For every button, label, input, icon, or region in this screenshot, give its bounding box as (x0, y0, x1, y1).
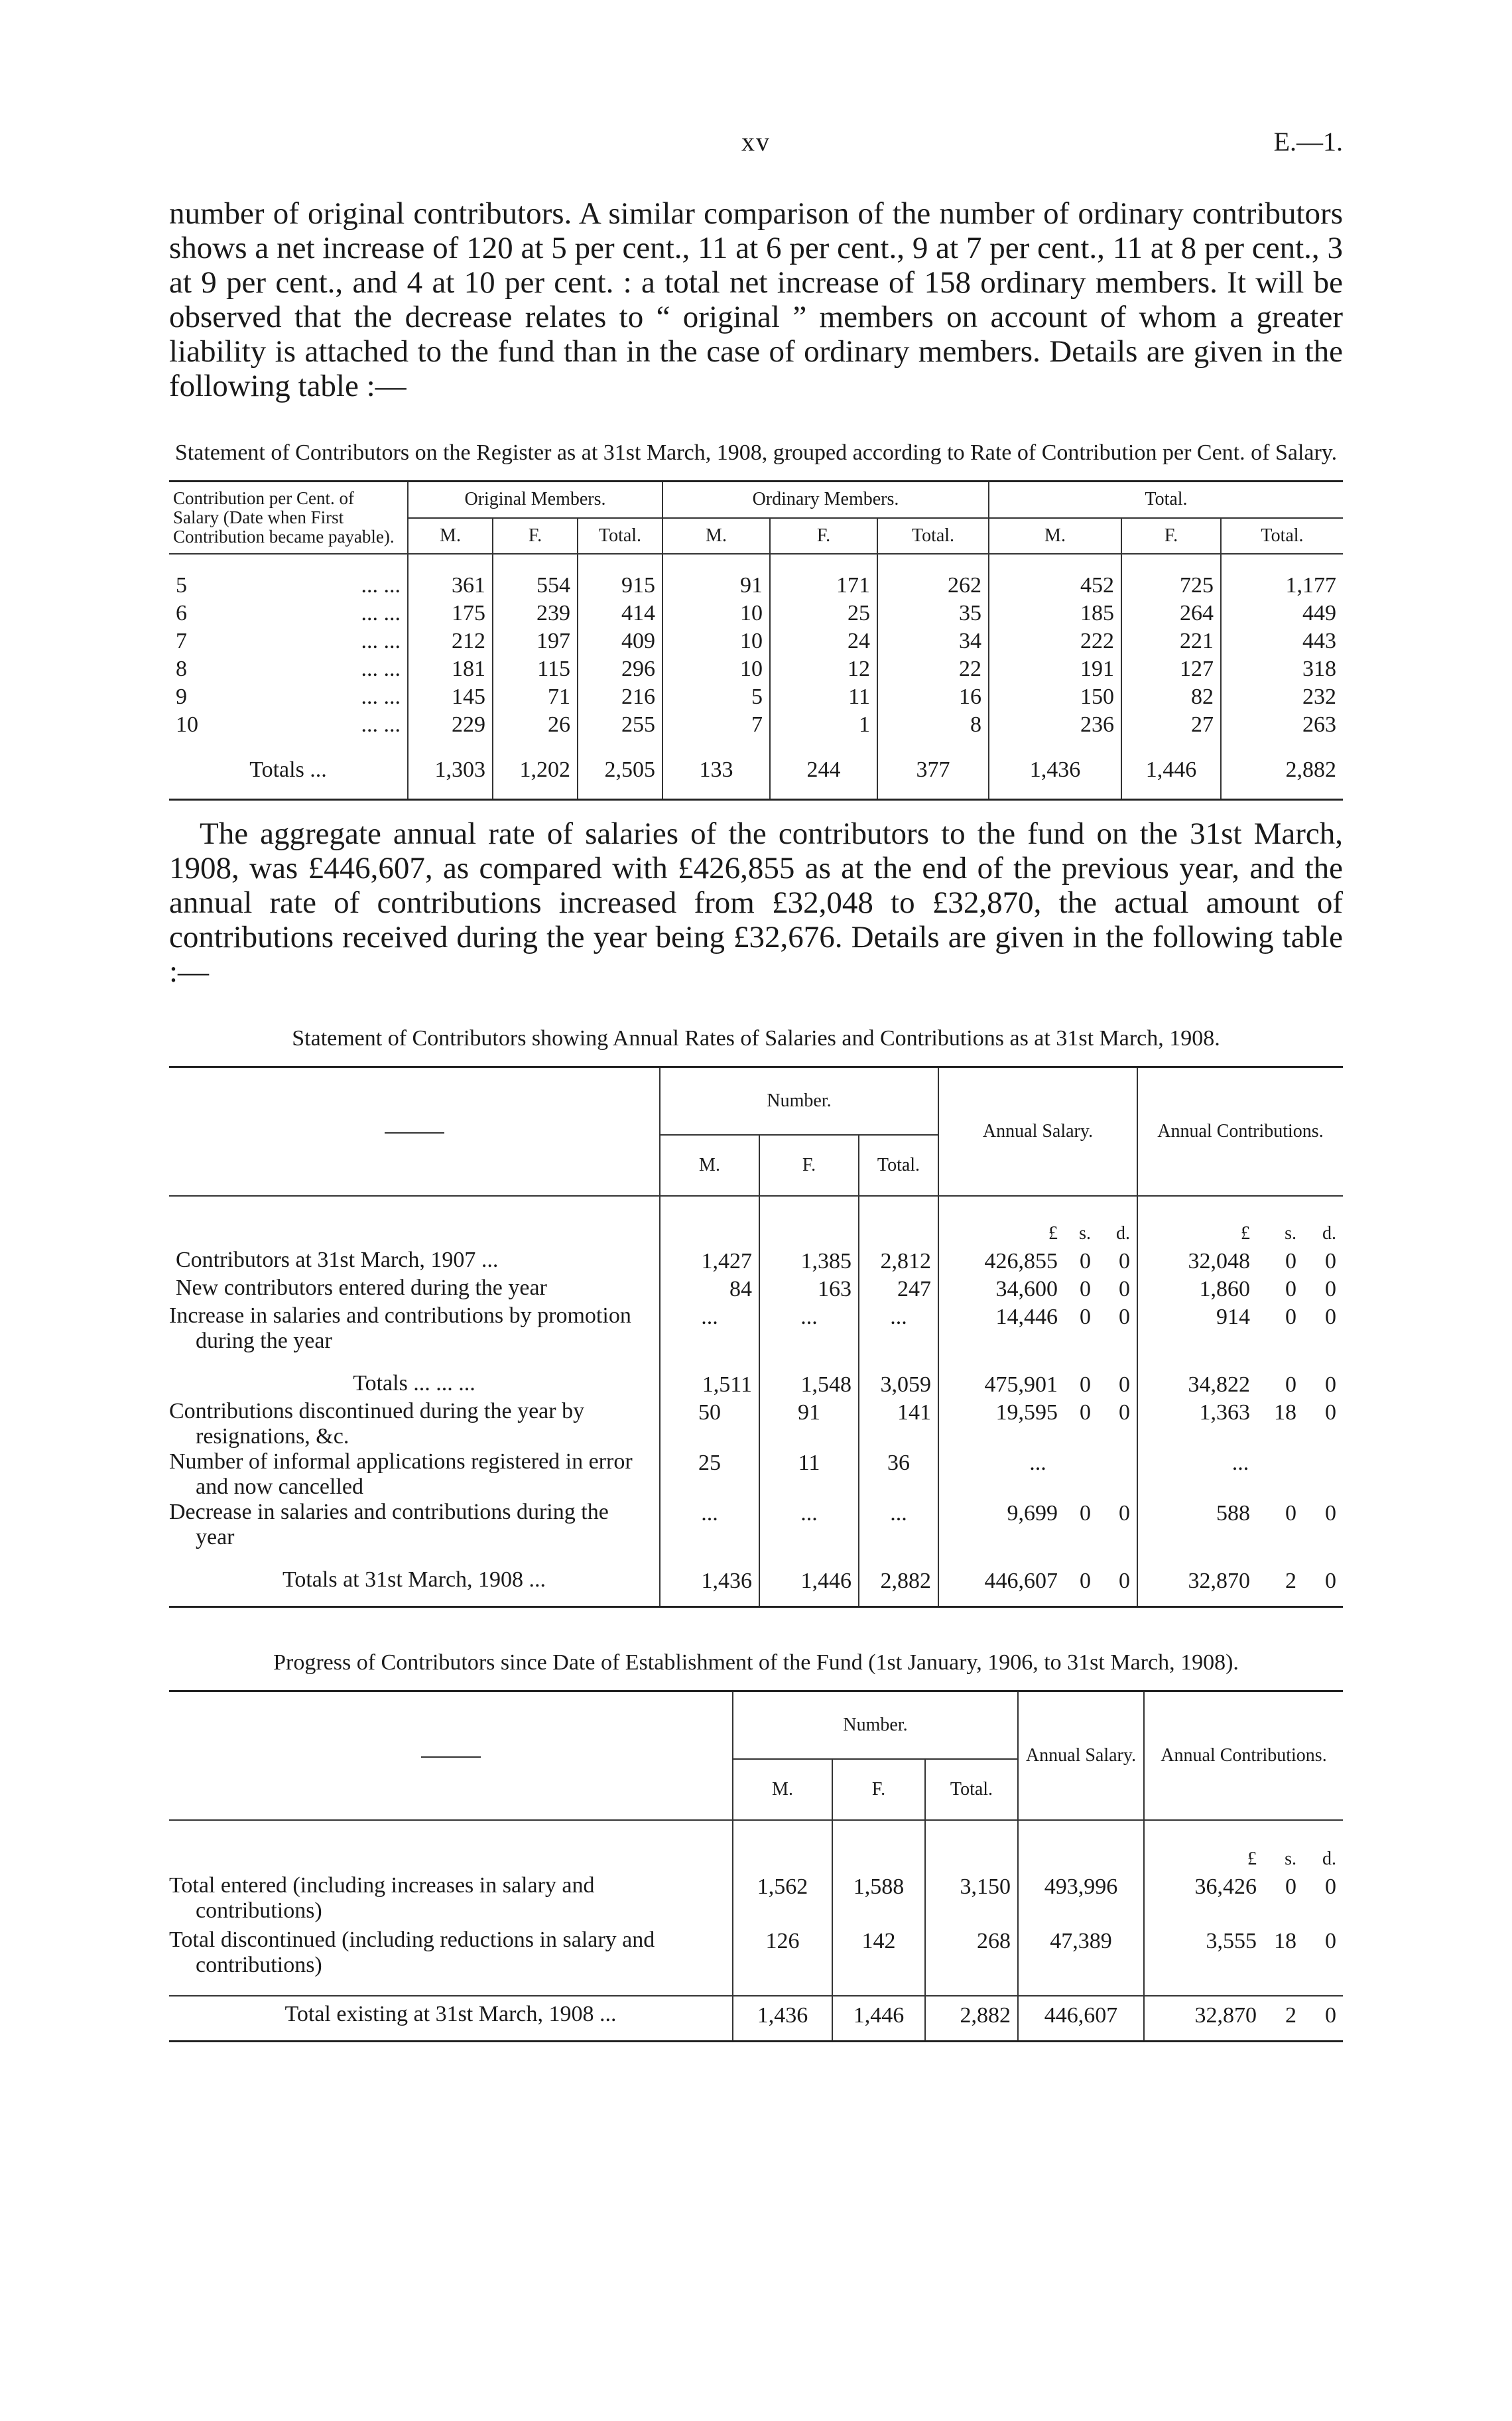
cell: 9,699 (938, 1500, 1064, 1550)
table1-sub-f: F. (770, 518, 877, 555)
row-label: Contributions discontinued during the year by resignations, &c. (169, 1399, 585, 1449)
cell: 191 (989, 655, 1121, 683)
unit-pence: d. (1303, 1820, 1343, 1873)
cell: 0 (1325, 1501, 1336, 1526)
cell: 236 (989, 711, 1121, 739)
table2-sub-total: Total. (859, 1135, 938, 1196)
cell: 1,427 (660, 1248, 759, 1276)
cell: 1,303 (408, 756, 493, 800)
cell: 1,436 (660, 1567, 759, 1607)
cell: 414 (578, 600, 662, 627)
cell: 212 (408, 627, 493, 655)
cell: 2,882 (859, 1567, 938, 1607)
cell: 221 (1121, 627, 1221, 655)
leader-dots: ... ... (361, 573, 401, 598)
cell: 0 (1080, 1400, 1091, 1425)
cell: 8 (877, 711, 989, 739)
unit-pence: d. (1303, 1196, 1343, 1248)
table1-header-total: Total. (989, 482, 1343, 518)
cell: 0 (1303, 1996, 1343, 2042)
cell: 10 (662, 600, 770, 627)
rate: 7 (176, 629, 187, 653)
cell: 0 (1080, 1277, 1091, 1301)
rate: 9 (176, 685, 187, 709)
leader-dots: ... ... (361, 629, 401, 653)
table1-first-col-header: Contribution per Cent. of Salary (Date when First Contribution became payable). (173, 488, 395, 547)
cell: 197 (493, 627, 578, 655)
table3-caption: Progress of Contributors since Date of Establishment of the Fund (1st January, 1906, to 31st March, 1908). (273, 1650, 1239, 1675)
rate: 6 (176, 601, 187, 625)
cell: 2,882 (1221, 756, 1343, 800)
cell: 19,595 (938, 1399, 1064, 1449)
cell: 126 (733, 1928, 832, 1978)
cell: 82 (1121, 683, 1221, 711)
table1-caption: Statement of Contributors on the Register as at 31st March, 1908, grouped according to Rate of Contribution per Cent. of Salary. (174, 440, 1338, 465)
cell: ... (938, 1449, 1137, 1500)
cell: 2 (1285, 1569, 1296, 1593)
cell: 0 (1285, 1305, 1296, 1329)
table-row-totals (169, 1371, 1343, 1399)
cell: 232 (1221, 683, 1343, 711)
cell: 1,446 (759, 1567, 859, 1607)
table1-header-original: Original Members. (408, 482, 662, 518)
table1-contributors-by-rate (169, 480, 1343, 801)
cell: 0 (1325, 1305, 1336, 1329)
table3-header-number: Number. (733, 1691, 1018, 1760)
table2-salaries-contributions (169, 1066, 1343, 1608)
cell: 10 (662, 655, 770, 683)
table-row (169, 1399, 1343, 1449)
unit-pound: £ (1144, 1820, 1263, 1873)
cell: 3,150 (925, 1873, 1018, 1928)
cell: 2,882 (925, 1996, 1018, 2042)
cell: 914 (1137, 1303, 1257, 1354)
table1-sub-f: F. (1121, 518, 1221, 555)
cell: 22 (877, 655, 989, 683)
cell: 268 (925, 1928, 1018, 1978)
cell: ... (759, 1500, 859, 1550)
cell: 1,202 (493, 756, 578, 800)
table1-sub-total: Total. (1221, 518, 1343, 555)
cell: ... (660, 1303, 759, 1354)
cell: 1,436 (989, 756, 1121, 800)
row-label: Total discontinued (including reductions in salary and contributions) (169, 1928, 655, 1977)
cell: 216 (578, 683, 662, 711)
table1-header-ordinary: Ordinary Members. (662, 482, 989, 518)
cell: 84 (660, 1276, 759, 1303)
cell: 1,860 (1137, 1276, 1257, 1303)
cell: 296 (578, 655, 662, 683)
table-row-totals (169, 1567, 1343, 1607)
document-page (169, 126, 1343, 2042)
cell: 426,855 (938, 1248, 1064, 1276)
cell: 25 (660, 1449, 759, 1500)
cell: 115 (493, 655, 578, 683)
unit-pound: £ (1137, 1196, 1257, 1248)
cell: 409 (578, 627, 662, 655)
cell: 1,436 (733, 1996, 832, 2042)
cell: 0 (1285, 1874, 1296, 1899)
cell: 554 (493, 572, 578, 600)
cell: 10 (662, 627, 770, 655)
cell: 3,555 (1144, 1928, 1263, 1978)
cell: ... (759, 1303, 859, 1354)
cell: 377 (877, 756, 989, 800)
cell: 1,363 (1137, 1399, 1257, 1449)
row-label: Total entered (including increases in salary and contributions) (169, 1873, 595, 1923)
cell: 18 (1274, 1929, 1296, 1953)
table-row (169, 1500, 1343, 1550)
cell: 0 (1119, 1372, 1130, 1397)
unit-pence: d. (1098, 1196, 1137, 1248)
cell: 32,870 (1137, 1567, 1257, 1607)
table-row (169, 1303, 1343, 1354)
cell: 34,600 (938, 1276, 1064, 1303)
table3-header-contributions: Annual Contributions. (1144, 1691, 1343, 1821)
cell: 11 (770, 683, 877, 711)
cell: 1,562 (733, 1873, 832, 1928)
cell: 0 (1119, 1277, 1130, 1301)
cell: 1,446 (1121, 756, 1221, 800)
cell: 18 (1274, 1400, 1296, 1425)
cell: 0 (1285, 1501, 1296, 1526)
table2-blank-header (169, 1067, 660, 1197)
cell: 0 (1119, 1501, 1130, 1526)
unit-pound: £ (938, 1196, 1064, 1248)
cell: 175 (408, 600, 493, 627)
cell: 12 (770, 655, 877, 683)
cell: 35 (877, 600, 989, 627)
cell: 588 (1137, 1500, 1257, 1550)
table-row (169, 1248, 1343, 1276)
cell: 26 (493, 711, 578, 739)
row-label: Contributors at 31st March, 1907 ... (176, 1248, 499, 1272)
cell: 47,389 (1018, 1928, 1144, 1978)
cell: 142 (832, 1928, 925, 1978)
cell: 244 (770, 756, 877, 800)
table-row (169, 627, 1343, 655)
page-number: xv (741, 127, 771, 157)
cell: 133 (662, 756, 770, 800)
cell: 27 (1121, 711, 1221, 739)
cell: 229 (408, 711, 493, 739)
rate: 5 (176, 573, 187, 598)
cell: 0 (1080, 1305, 1091, 1329)
cell: ... (1137, 1449, 1343, 1500)
cell: 163 (759, 1276, 859, 1303)
table1-sub-m: M. (989, 518, 1121, 555)
cell: 2,505 (578, 756, 662, 800)
cell: 493,996 (1018, 1873, 1144, 1928)
cell: 239 (493, 600, 578, 627)
cell: 0 (1080, 1372, 1091, 1397)
table-row (169, 1873, 1343, 1928)
cell: 150 (989, 683, 1121, 711)
cell: 222 (989, 627, 1121, 655)
cell: 1,177 (1221, 572, 1343, 600)
cell: 0 (1285, 1277, 1296, 1301)
table1-sub-total: Total. (578, 518, 662, 555)
document-reference: E.—1. (1273, 127, 1343, 157)
cell: 452 (989, 572, 1121, 600)
cell: 34,822 (1137, 1371, 1257, 1399)
cell: 36,426 (1144, 1873, 1263, 1928)
table1-sub-total: Total. (877, 518, 989, 555)
cell: 0 (1080, 1569, 1091, 1593)
cell: 145 (408, 683, 493, 711)
cell: 1,511 (660, 1371, 759, 1399)
table1-sub-m: M. (408, 518, 493, 555)
cell: 0 (1325, 1400, 1336, 1425)
cell: 0 (1119, 1249, 1130, 1274)
cell: 24 (770, 627, 877, 655)
table2-header-contributions: Annual Contributions. (1137, 1067, 1343, 1197)
cell: 446,607 (938, 1567, 1064, 1607)
cell: 0 (1325, 1569, 1336, 1593)
cell: 91 (759, 1399, 859, 1449)
table2-header-number: Number. (660, 1067, 938, 1136)
cell: 1,548 (759, 1371, 859, 1399)
paragraph-2: The aggregate annual rate of salaries of the contributors to the fund on the 31st March, 1908, was £446,607, as compared with £426,855 as at the end of the previous year, and the annual rate of contributions increased from £32,048 to £32,870, the actual amount of contributions received during the year being £32,676. Details are given in the following table :— (169, 817, 1343, 989)
unit-shillings: s. (1064, 1196, 1098, 1248)
cell: 1,588 (832, 1873, 925, 1928)
cell: 446,607 (1018, 1996, 1144, 2042)
cell: 71 (493, 683, 578, 711)
cell: 185 (989, 600, 1121, 627)
cell: 32,048 (1137, 1248, 1257, 1276)
cell: 7 (662, 711, 770, 739)
cell: 318 (1221, 655, 1343, 683)
cell: 91 (662, 572, 770, 600)
table-row-totals (169, 1996, 1343, 2042)
cell: 16 (877, 683, 989, 711)
cell: 1 (770, 711, 877, 739)
row-label: Totals at 31st March, 1908 ... (282, 1567, 546, 1592)
table3-progress-of-contributors (169, 1690, 1343, 2042)
cell: ... (660, 1500, 759, 1550)
cell: 32,870 (1144, 1996, 1263, 2042)
cell: 0 (1080, 1249, 1091, 1274)
cell: 171 (770, 572, 877, 600)
table3-sub-m: M. (733, 1759, 832, 1820)
row-label: Decrease in salaries and contributions during the year (169, 1500, 609, 1549)
cell: 725 (1121, 572, 1221, 600)
cell: 449 (1221, 600, 1343, 627)
table-row (169, 600, 1343, 627)
cell: 264 (1121, 600, 1221, 627)
cell: 36 (859, 1449, 938, 1500)
table2-header-salary: Annual Salary. (938, 1067, 1137, 1197)
rate: 10 (176, 712, 198, 737)
table-row (169, 711, 1343, 739)
table2-caption: Statement of Contributors showing Annual Rates of Salaries and Contributions as at 31st March, 1908. (292, 1026, 1220, 1051)
cell: 2 (1263, 1996, 1303, 2042)
table3-blank-header (169, 1691, 733, 1821)
cell: 0 (1325, 1874, 1336, 1899)
cell: 127 (1121, 655, 1221, 683)
page-header (169, 126, 1343, 172)
table1-sub-f: F. (493, 518, 578, 555)
table-row (169, 1449, 1343, 1500)
cell: 262 (877, 572, 989, 600)
cell: 11 (759, 1449, 859, 1500)
leader-dots: ... ... (361, 712, 401, 737)
cell: 34 (877, 627, 989, 655)
table3-sub-total: Total. (925, 1759, 1018, 1820)
cell: 14,446 (938, 1303, 1064, 1354)
table-row-totals (169, 756, 1343, 800)
cell: 0 (1080, 1501, 1091, 1526)
cell: 0 (1325, 1277, 1336, 1301)
table-row (169, 655, 1343, 683)
cell: 0 (1325, 1929, 1336, 1953)
cell: 0 (1325, 1249, 1336, 1274)
header-dash (385, 1132, 444, 1134)
cell: 0 (1119, 1305, 1130, 1329)
table-row (169, 1928, 1343, 1978)
cell: 0 (1119, 1400, 1130, 1425)
cell: 1,446 (832, 1996, 925, 2042)
row-label: Increase in salaries and contributions by promotion during the year (169, 1303, 631, 1353)
unit-shillings: s. (1257, 1196, 1303, 1248)
unit-shillings: s. (1263, 1820, 1303, 1873)
cell: 181 (408, 655, 493, 683)
cell: 3,059 (859, 1371, 938, 1399)
cell: 915 (578, 572, 662, 600)
leader-dots: ... ... (361, 657, 401, 681)
rate: 8 (176, 657, 187, 681)
table2-sub-f: F. (759, 1135, 859, 1196)
totals-label: Totals ... (249, 757, 327, 782)
row-label: Total existing at 31st March, 1908 ... (169, 1996, 733, 2042)
cell: 5 (662, 683, 770, 711)
cell: 475,901 (938, 1371, 1064, 1399)
cell: 247 (859, 1276, 938, 1303)
table2-sub-m: M. (660, 1135, 759, 1196)
cell: 361 (408, 572, 493, 600)
row-label: Totals ... ... ... (353, 1371, 475, 1396)
cell: 25 (770, 600, 877, 627)
cell: ... (859, 1303, 938, 1354)
cell: 0 (1285, 1372, 1296, 1397)
cell: 0 (1119, 1569, 1130, 1593)
cell: 263 (1221, 711, 1343, 739)
row-label: New contributors entered during the year (176, 1276, 547, 1300)
table3-header-salary: Annual Salary. (1018, 1691, 1144, 1821)
cell: 50 (660, 1399, 759, 1449)
leader-dots: ... ... (361, 601, 401, 625)
table1-sub-m: M. (662, 518, 770, 555)
cell: ... (859, 1500, 938, 1550)
table-row (169, 1276, 1343, 1303)
table3-sub-f: F. (832, 1759, 925, 1820)
cell: 0 (1325, 1372, 1336, 1397)
cell: 443 (1221, 627, 1343, 655)
paragraph-1: number of original contributors. A similar comparison of the number of ordinary contributors shows a net increase of 120 at 5 per cent., 11 at 6 per cent., 9 at 7 per cent., 11 at 8 per cent., 3 at 9 per cent., and 4 at 10 per cent. : a total net increase of 158 ordinary members. It will be observed that the decrease relates to “ original ” members on account of whom a greater liability is attached to the fund than in the case of ordinary members. Details are given in the following table :— (169, 196, 1343, 403)
table-row (169, 572, 1343, 600)
table-row (169, 683, 1343, 711)
cell: 1,385 (759, 1248, 859, 1276)
cell: 2,812 (859, 1248, 938, 1276)
leader-dots: ... ... (361, 685, 401, 709)
cell: 141 (859, 1399, 938, 1449)
header-dash (421, 1756, 481, 1758)
cell: 255 (578, 711, 662, 739)
row-label: Number of informal applications registered in error and now cancelled (169, 1449, 633, 1499)
cell: 0 (1285, 1249, 1296, 1274)
